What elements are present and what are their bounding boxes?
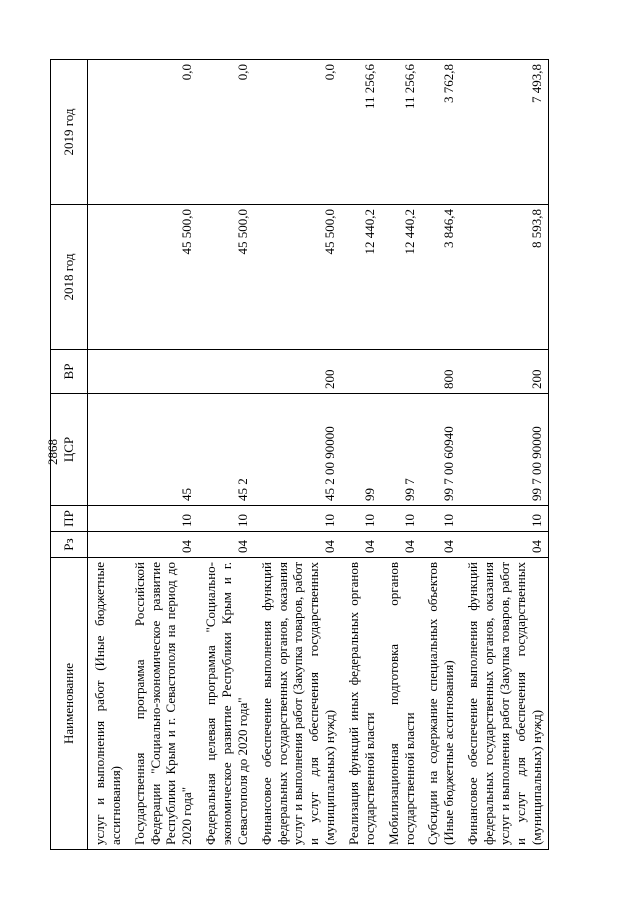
row-name: Субсидии на содержание специальных объектов (Иные бюджетные ассигнования) [421, 558, 461, 850]
table-row [461, 60, 549, 850]
header-pr: ПР [51, 506, 88, 532]
row-rz: 04 [255, 532, 342, 558]
row-vr [128, 350, 199, 394]
row-pr: 10 [342, 506, 382, 532]
row-rz: 04 [421, 532, 461, 558]
row-name: Государственная программа Российской Федерации "Социально-экономическое развитие Республики Крым и г. Севастополя на период до 2020 года" [128, 558, 199, 850]
row-vr: 800 [421, 350, 461, 394]
row-name: услуг и выполнения работ (Иные бюджетные ассигнования) [88, 558, 128, 850]
row-rz [88, 532, 128, 558]
row-name: Реализация функций иных федеральных органов государственной власти [342, 558, 382, 850]
row-name: Финансовое обеспечение выполнения функций федеральных государственных органов, оказания услуг и выполнения работ (Закупка товаров, работ и услуг для обеспечения государственных (муниципальных) нужд) [461, 558, 549, 850]
header-vr: ВР [51, 350, 88, 394]
row-2018: 45 500,0 [255, 205, 342, 350]
row-vr [199, 350, 255, 394]
row-rz: 04 [382, 532, 422, 558]
row-vr: 200 [461, 350, 549, 394]
row-rz: 04 [199, 532, 255, 558]
row-pr: 10 [421, 506, 461, 532]
row-2018: 45 500,0 [199, 205, 255, 350]
row-2018: 3 846,4 [421, 205, 461, 350]
row-2019: 7 493,8 [461, 60, 549, 205]
row-rz: 04 [128, 532, 199, 558]
row-csr: 99 7 [382, 394, 422, 506]
row-pr [88, 506, 128, 532]
header-rz: Рз [51, 532, 88, 558]
row-2019 [88, 60, 128, 205]
row-csr: 45 2 00 90000 [255, 394, 342, 506]
row-csr: 45 [128, 394, 199, 506]
table-row [128, 60, 199, 850]
row-csr [88, 394, 128, 506]
table-row [382, 60, 422, 850]
header-name: Наименование [51, 558, 88, 850]
row-vr [342, 350, 382, 394]
row-name: Федеральная целевая программа "Социально-экономическое развитие Республики Крым и г. Севастополя до 2020 года" [199, 558, 255, 850]
row-pr: 10 [128, 506, 199, 532]
header-csr: ЦСР [51, 394, 88, 506]
row-2019: 0,0 [255, 60, 342, 205]
row-pr: 10 [461, 506, 549, 532]
row-2018: 12 440,2 [342, 205, 382, 350]
row-2019: 0,0 [199, 60, 255, 205]
table-row [88, 60, 128, 850]
header-2019: 2019 год [51, 60, 88, 205]
row-vr: 200 [255, 350, 342, 394]
row-pr: 10 [199, 506, 255, 532]
row-2018 [88, 205, 128, 350]
header-row [51, 60, 88, 850]
rotated-page [50, 60, 580, 850]
table-row [421, 60, 461, 850]
row-csr: 99 [342, 394, 382, 506]
row-2019: 11 256,6 [382, 60, 422, 205]
table-row [199, 60, 255, 850]
row-2019: 0,0 [128, 60, 199, 205]
row-2019: 11 256,6 [342, 60, 382, 205]
row-name: Мобилизационная подготовка органов государственной власти [382, 558, 422, 850]
page-number: 2868 [45, 439, 60, 465]
row-rz: 04 [461, 532, 549, 558]
row-2018: 45 500,0 [128, 205, 199, 350]
row-2018: 8 593,8 [461, 205, 549, 350]
header-2018: 2018 год [51, 205, 88, 350]
row-csr: 45 2 [199, 394, 255, 506]
table-row [342, 60, 382, 850]
row-name: Финансовое обеспечение выполнения функций федеральных государственных органов, оказания услуг и выполнения работ (Закупка товаров, работ и услуг для обеспечения государственных (муниципальных) нужд) [255, 558, 342, 850]
table-row [255, 60, 342, 850]
row-pr: 10 [255, 506, 342, 532]
budget-table [50, 59, 549, 850]
row-2019: 3 762,8 [421, 60, 461, 205]
row-csr: 99 7 00 60940 [421, 394, 461, 506]
row-csr: 99 7 00 90000 [461, 394, 549, 506]
row-rz: 04 [342, 532, 382, 558]
row-2018: 12 440,2 [382, 205, 422, 350]
row-vr [382, 350, 422, 394]
row-pr: 10 [382, 506, 422, 532]
row-vr [88, 350, 128, 394]
